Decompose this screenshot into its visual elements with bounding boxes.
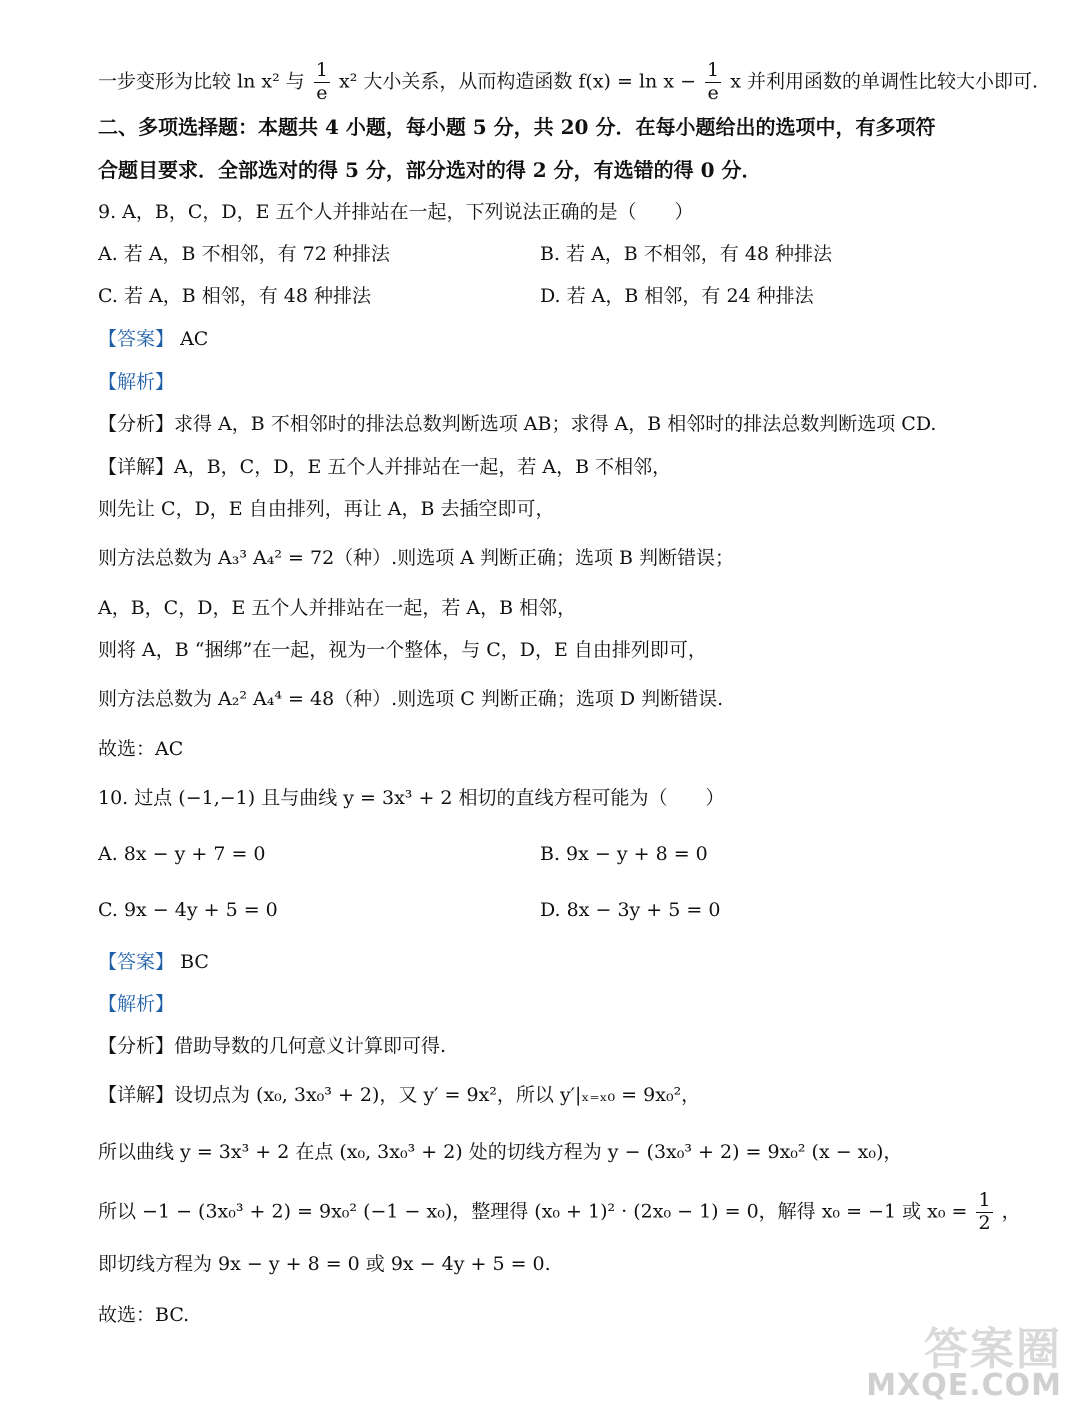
- q9-option-c: C. 若 A，B 相邻，有 48 种排法: [98, 285, 371, 307]
- q10-fenxi: 【分析】借助导数的几何意义计算即可得.: [98, 1035, 447, 1057]
- intro-text-b: ln x² 与: [237, 70, 305, 93]
- watermark-logo-text: 答案圈: [924, 1324, 1062, 1375]
- q9-stem: 9. A，B，C，D，E 五个人并排站在一起，下列说法正确的是（ ）: [98, 201, 694, 223]
- q9-option-b: B. 若 A，B 不相邻，有 48 种排法: [540, 243, 833, 265]
- intro-text-c: x² 大小关系，从而构造函数 f(x) = ln x −: [338, 70, 696, 93]
- q10-analysis-tag: 【解析】: [98, 993, 175, 1015]
- fraction-1-over-e: $\frac{1}{e}$: [315, 59, 328, 104]
- fraction-1-over-2: $\frac{1}{2}$: [978, 1189, 991, 1234]
- q9-answer: [98, 330, 208, 349]
- section-heading-line2: 合题目要求．全部选对的得 5 分，部分选对的得 2 分，有选错的得 0 分．: [98, 158, 762, 182]
- q9-detail-5: 则将 A，B “捆绑”在一起，视为一个整体，与 C，D，E 自由排列即可，: [98, 639, 707, 661]
- q9-option-a: A. 若 A，B 不相邻，有 72 种排法: [98, 243, 390, 265]
- q10-answer: [98, 953, 209, 972]
- q10-choose: 故选：BC.: [98, 1304, 190, 1326]
- q10-option-d: D. 8x − 3y + 5 = 0: [540, 899, 721, 921]
- q9-detail-1: 【详解】A，B，C，D，E 五个人并排站在一起，若 A，B 不相邻，: [98, 456, 672, 478]
- q10-detail-3: [98, 1190, 1021, 1235]
- q10-option-a: A. 8x − y + 7 = 0: [98, 843, 266, 865]
- q9-choose: 故选：AC: [98, 738, 184, 760]
- answer-tag: 【答案】: [98, 951, 175, 973]
- intro-text-d: x 并利用函数的单调性比较大小即可.: [730, 70, 1038, 93]
- q10-detail-3-text: 所以 −1 − (3x₀³ + 2) = 9x₀² (−1 − x₀)，整理得 (x₀ + 1)² · (2x₀ − 1) = 0，解得 x₀ = −1 或 x₀ =: [98, 1200, 968, 1223]
- q10-detail-3-end: ，: [1001, 1200, 1021, 1223]
- watermark-url: MXQE.COM: [866, 1368, 1062, 1403]
- watermark: [866, 1313, 1062, 1403]
- q10-stem: 10. 过点 (−1,−1) 且与曲线 y = 3x³ + 2 相切的直线方程可能为（ ）: [98, 787, 725, 809]
- q10-detail-1: 【详解】设切点为 (x₀, 3x₀³ + 2)，又 y′ = 9x²，所以 y′|ₓ₌ₓ₀ = 9x₀²，: [98, 1084, 701, 1106]
- answer-tag: 【答案】: [98, 328, 175, 350]
- q9-fenxi: 【分析】求得 A，B 不相邻时的排法总数判断选项 AB；求得 A，B 相邻时的排法总数判断选项 CD.: [98, 413, 937, 435]
- q10-detail-2: 所以曲线 y = 3x³ + 2 在点 (x₀, 3x₀³ + 2) 处的切线方程为 y − (3x₀³ + 2) = 9x₀² (x − x₀)，: [98, 1141, 903, 1163]
- intro-text-a: 一步变形为比较: [98, 70, 232, 93]
- section-heading-line1: 二、多项选择题：本题共 4 小题，每小题 5 分，共 20 分．在每小题给出的选项中，有多项符: [98, 115, 936, 139]
- intro-line: [98, 60, 1038, 105]
- q9-answer-value: AC: [180, 328, 209, 350]
- q9-detail-3: 则方法总数为 A₃³ A₄² = 72（种）.则选项 A 判断正确；选项 B 判断错误；: [98, 547, 735, 569]
- fraction-1-over-e-2: $\frac{1}{e}$: [707, 59, 720, 104]
- q9-option-d: D. 若 A，B 相邻，有 24 种排法: [540, 285, 814, 307]
- q9-analysis-tag: 【解析】: [98, 371, 175, 393]
- q10-answer-value: BC: [180, 951, 209, 973]
- q9-detail-2: 则先让 C，D，E 自由排列，再让 A，B 去插空即可，: [98, 498, 555, 520]
- q10-option-b: B. 9x − y + 8 = 0: [540, 843, 708, 865]
- q9-detail-6: 则方法总数为 A₂² A₄⁴ = 48（种）.则选项 C 判断正确；选项 D 判断错误.: [98, 688, 724, 710]
- q10-detail-4: 即切线方程为 9x − y + 8 = 0 或 9x − 4y + 5 = 0.: [98, 1253, 551, 1275]
- q10-option-c: C. 9x − 4y + 5 = 0: [98, 899, 278, 921]
- q9-detail-4: A，B，C，D，E 五个人并排站在一起，若 A，B 相邻，: [98, 597, 577, 619]
